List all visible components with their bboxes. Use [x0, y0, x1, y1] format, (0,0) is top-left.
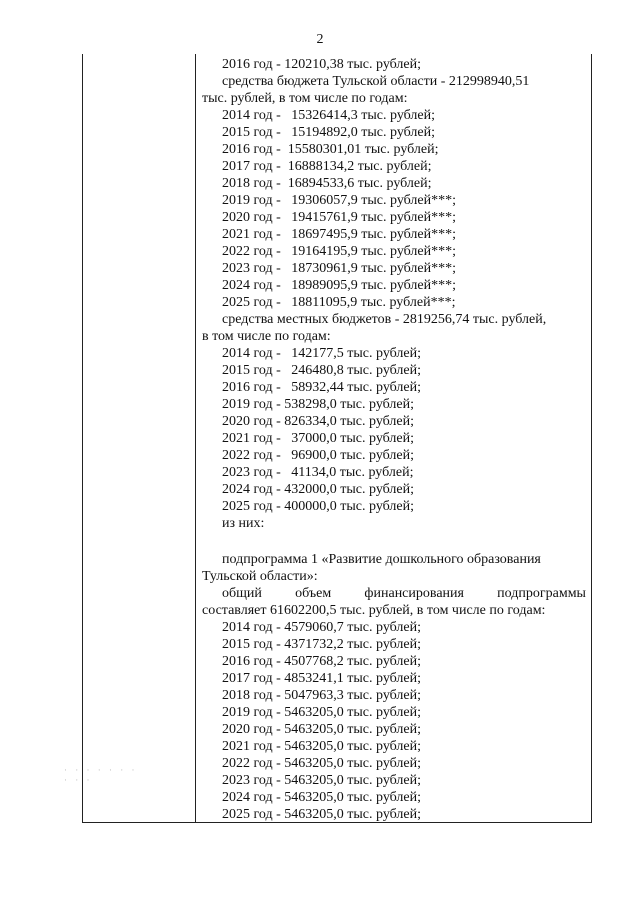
text-line: 2015 год - 246480,8 тыс. рублей;	[222, 363, 422, 378]
text-line: 2019 год - 5463205,0 тыс. рублей;	[222, 705, 422, 720]
text-line: 2019 год - 538298,0 тыс. рублей;	[222, 397, 415, 412]
text-line: 2014 год - 142177,5 тыс. рублей;	[222, 346, 422, 361]
text-line: 2021 год - 5463205,0 тыс. рублей;	[222, 739, 422, 754]
text-line: 2016 год - 4507768,2 тыс. рублей;	[222, 654, 422, 669]
text-line: 2022 год - 96900,0 тыс. рублей;	[222, 448, 415, 463]
text-line: в том числе по годам:	[202, 329, 331, 344]
text-line: 2025 год - 400000,0 тыс. рублей;	[222, 499, 415, 514]
subprogram-title-line: подпрограмма 1 «Развитие дошкольного образования	[222, 552, 541, 567]
text-line: 2016 год - 15580301,01 тыс. рублей;	[222, 142, 439, 157]
text-line: 2017 год - 4853241,1 тыс. рублей;	[222, 671, 422, 686]
word: финансирования	[364, 586, 464, 601]
text-line: 2023 год - 41134,0 тыс. рублей;	[222, 465, 414, 480]
text-line: средства местных бюджетов - 2819256,74 тыс. рублей,	[222, 312, 547, 327]
text-line: составляет 61602200,5 тыс. рублей, в том числе по годам:	[202, 603, 546, 618]
text-line: 2018 год - 16894533,6 тыс. рублей;	[222, 176, 432, 191]
subprogram-title-line: Тульской области»:	[202, 569, 318, 584]
text-line: 2023 год - 5463205,0 тыс. рублей;	[222, 773, 422, 788]
text-line: 2022 год - 5463205,0 тыс. рублей;	[222, 756, 422, 771]
text-line: 2015 год - 4371732,2 тыс. рублей;	[222, 637, 422, 652]
text-line: 2021 год - 37000,0 тыс. рублей;	[222, 431, 415, 446]
text-line-justified	[202, 585, 586, 602]
paragraph-gap	[202, 532, 586, 551]
text-line: 2024 год - 432000,0 тыс. рублей;	[222, 482, 415, 497]
page-number: 2	[316, 32, 324, 47]
text-line: 2017 год - 16888134,2 тыс. рублей;	[222, 159, 432, 174]
text-line: 2018 год - 5047963,3 тыс. рублей;	[222, 688, 422, 703]
text-line: 2020 год - 5463205,0 тыс. рублей;	[222, 722, 422, 737]
text-line: 2020 год - 826334,0 тыс. рублей;	[222, 414, 415, 429]
text-line: 2024 год - 5463205,0 тыс. рублей;	[222, 790, 422, 805]
text-line: 2016 год - 120210,38 тыс. рублей;	[222, 57, 422, 72]
text-line: 2024 год - 18989095,9 тыс. рублей***;	[222, 278, 457, 293]
table-column-divider	[195, 54, 196, 822]
table-right-cell	[202, 56, 586, 823]
text-line: тыс. рублей, в том числе по годам:	[202, 91, 408, 106]
text-line: средства бюджета Тульской области - 212998940,51	[222, 74, 530, 89]
text-line: 2016 год - 58932,44 тыс. рублей;	[222, 380, 422, 395]
text-line: 2022 год - 19164195,9 тыс. рублей***;	[222, 244, 457, 259]
text-line: 2021 год - 18697495,9 тыс. рублей***;	[222, 227, 457, 242]
text-line: 2020 год - 19415761,9 тыс. рублей***;	[222, 210, 457, 225]
word: объем	[295, 586, 332, 601]
text-line: 2025 год - 5463205,0 тыс. рублей;	[222, 807, 422, 822]
text-line: 2019 год - 19306057,9 тыс. рублей***;	[222, 193, 457, 208]
text-line: 2025 год - 18811095,9 тыс. рублей***;	[222, 295, 456, 310]
text-line: 2014 год - 15326414,3 тыс. рублей;	[222, 108, 436, 123]
text-line: 2014 год - 4579060,7 тыс. рублей;	[222, 620, 422, 635]
word: общий	[222, 586, 262, 601]
text-line: из них:	[222, 516, 265, 531]
text-line: 2015 год - 15194892,0 тыс. рублей;	[222, 125, 436, 140]
word: подпрограммы	[497, 586, 586, 601]
text-line: 2023 год - 18730961,9 тыс. рублей***;	[222, 261, 457, 276]
scan-bleed-marks: · · · · · · · · · ·	[64, 765, 138, 785]
